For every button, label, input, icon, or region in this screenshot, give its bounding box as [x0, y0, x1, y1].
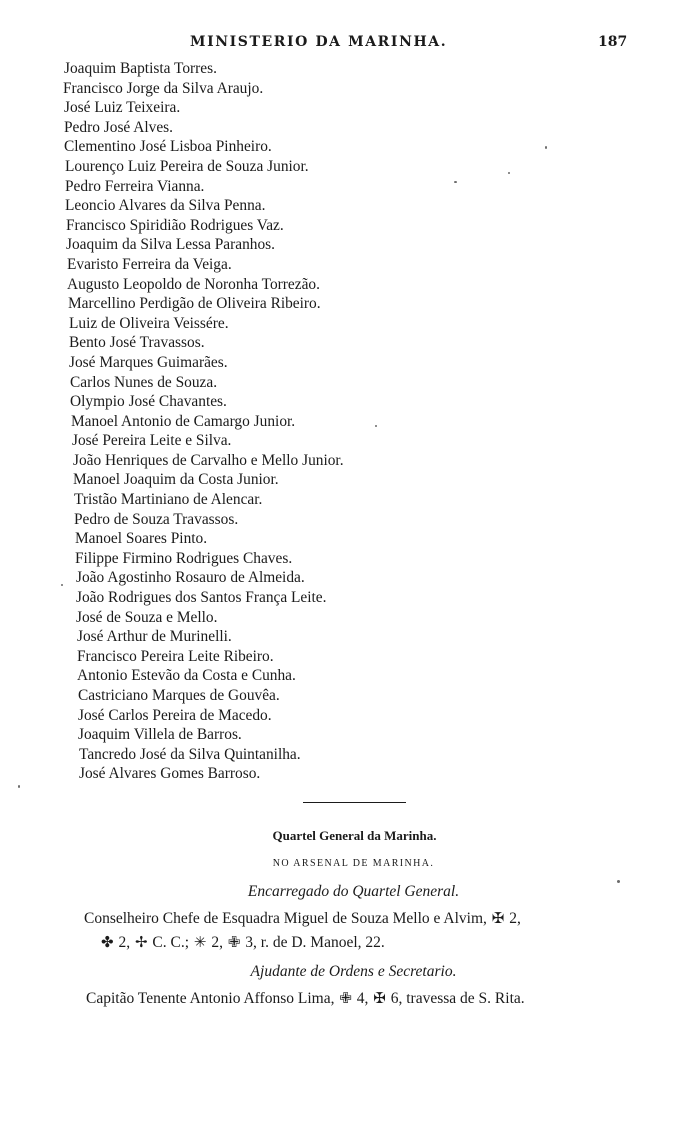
name-entry: Francisco Pereira Leite Ribeiro. [77, 647, 274, 665]
name-entry: Augusto Leopoldo de Noronha Torrezão. [67, 275, 320, 293]
name-entry: Francisco Spiridião Rodrigues Vaz. [66, 216, 284, 234]
entry-encarregado-value: 2, [118, 934, 131, 951]
crown-cross-icon: ✠ [491, 911, 505, 927]
cross-of-christ-icon: ✢ [134, 935, 148, 951]
name-entry: Pedro Ferreira Vianna. [65, 177, 205, 195]
crown-cross-icon: ✠ [373, 991, 386, 1007]
entry-encarregado-value: 2, [211, 934, 223, 951]
entry-encarregado-value: 3, r. de D. Manoel, 22. [245, 934, 385, 951]
name-entry: Manoel Soares Pinto. [75, 530, 208, 548]
name-entry: Manoel Antonio de Camargo Junior. [71, 412, 296, 430]
running-header [0, 34, 693, 56]
name-entry: João Agostinho Rosauro de Almeida. [76, 569, 305, 587]
star-icon: ✳ [193, 935, 207, 951]
name-entry: Olympio José Chavantes. [70, 393, 227, 411]
role-heading-encarregado: Encarregado do Quartel General. [247, 883, 460, 900]
name-entry: Lourenço Luiz Pereira de Souza Junior. [65, 157, 309, 175]
header-title: MINISTERIO DA MARINHA. [190, 34, 448, 50]
paper-speck [508, 172, 510, 174]
paper-speck [617, 880, 620, 883]
name-entry: Antonio Estevão da Costa e Cunha. [77, 667, 296, 685]
name-entry: Joaquim da Silva Lessa Paranhos. [66, 236, 276, 254]
name-entry: João Rodrigues dos Santos França Leite. [76, 589, 327, 607]
entry-ajudante-name: Capitão Tenente Antonio Affonso Lima, [86, 990, 335, 1007]
name-entry: Luiz de Oliveira Veissére. [69, 314, 229, 332]
section-subtitle: NO ARSENAL DE MARINHA. [272, 858, 435, 869]
paper-speck [61, 584, 63, 586]
entry-encarregado-value: 2, [509, 910, 521, 927]
entry-encarregado-value: C. C.; [152, 934, 190, 951]
name-entry: Bento José Travassos. [69, 334, 205, 352]
name-entry: Pedro de Souza Travassos. [74, 510, 239, 528]
name-entry: Manoel Joaquim da Costa Junior. [73, 471, 279, 489]
name-entry: Leoncio Alvares da Silva Penna. [65, 197, 266, 215]
name-entry: Pedro José Alves. [64, 118, 174, 136]
role-heading-ajudante: Ajudante de Ordens e Secretario. [250, 963, 457, 980]
entry-ajudante-value: 4, [356, 990, 369, 1007]
name-entry: José Arthur de Murinelli. [77, 628, 232, 646]
entry-encarregado-line-1 [84, 908, 521, 930]
paper-speck [545, 146, 547, 149]
name-entry: Marcellino Perdigão de Oliveira Ribeiro. [68, 295, 321, 313]
section-divider [303, 802, 406, 803]
section-title: Quartel General da Marinha. [272, 828, 437, 843]
name-entry: Tancredo José da Silva Quintanilha. [79, 745, 301, 763]
tower-sword-icon: ✙ [339, 991, 352, 1007]
name-entry: José Luiz Teixeira. [64, 99, 181, 117]
name-entry: Filippe Firmino Rodrigues Chaves. [75, 549, 293, 567]
name-entry: Carlos Nunes de Souza. [70, 373, 218, 391]
tower-sword-icon: ✙ [227, 935, 241, 951]
rose-icon: ✤ [101, 935, 114, 951]
name-entry: José Carlos Pereira de Macedo. [78, 706, 272, 724]
paper-speck [454, 181, 457, 183]
name-entry: Castriciano Marques de Gouvêa. [78, 687, 280, 704]
name-entry: José Marques Guimarães. [69, 353, 228, 371]
names-list [0, 59, 693, 784]
page-number: 187 [598, 34, 628, 50]
paper-speck [18, 785, 20, 788]
entry-ajudante-line-1 [86, 988, 525, 1010]
name-entry: José Alvares Gomes Barroso. [79, 765, 261, 783]
name-entry: João Henriques de Carvalho e Mello Junior. [73, 451, 344, 469]
name-entry: Evaristo Ferreira da Veiga. [67, 255, 232, 273]
name-entry: Francisco Jorge da Silva Araujo. [63, 79, 264, 97]
name-entry: Joaquim Baptista Torres. [64, 60, 217, 77]
entry-encarregado-line-2 [100, 932, 385, 954]
name-entry: Joaquim Villela de Barros. [78, 726, 242, 744]
entry-ajudante-value: 6, travessa de S. Rita. [390, 990, 525, 1007]
name-entry: José Pereira Leite e Silva. [72, 432, 232, 450]
name-entry: Clementino José Lisboa Pinheiro. [64, 138, 272, 156]
name-entry: José de Souza e Mello. [76, 608, 218, 626]
name-entry: Tristão Martiniano de Alencar. [74, 491, 263, 509]
paper-speck [375, 425, 377, 427]
entry-encarregado-name: Conselheiro Chefe de Esquadra Miguel de Souza Mello e Alvim, [84, 910, 487, 927]
